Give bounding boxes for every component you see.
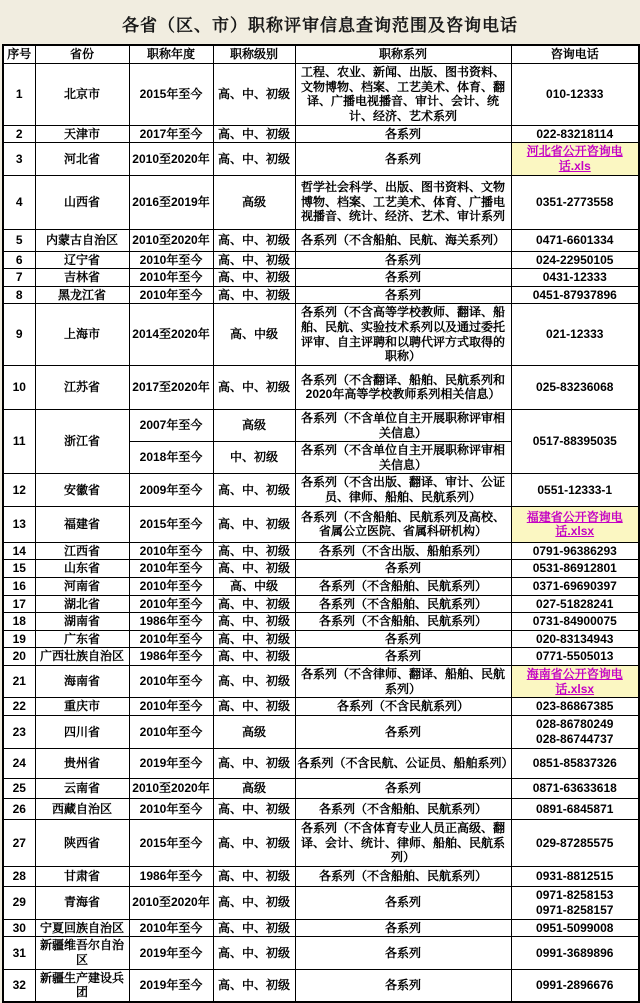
phone-cell: 0791-96386293 [511,542,639,560]
table-row [3,666,639,698]
year-cell: 2017年至今 [129,125,213,143]
province-cell: 云南省 [35,778,129,798]
series-cell: 各系列（不含船舶、民航系列） [295,866,511,886]
table-row [3,595,639,613]
row-number-cell: 5 [3,229,35,251]
level-cell: 高、中、初级 [213,595,295,613]
series-cell: 各系列（不含体育专业人员正高级、翻译、会计、统计、律师、船舶、民航系列） [295,819,511,866]
table-row [3,542,639,560]
phone-cell: 029-87285575 [511,819,639,866]
series-cell: 各系列 [295,143,511,175]
phone-line: 0971-8258157 [536,902,614,917]
year-cell: 2019年至今 [129,969,213,1002]
province-cell: 青海省 [35,886,129,919]
province-cell: 甘肃省 [35,866,129,886]
phone-cell: 025-83236068 [511,365,639,409]
province-cell: 河南省 [35,577,129,595]
row-number-cell: 13 [3,506,35,542]
column-header-0: 序号 [3,45,35,63]
table-row [3,866,639,886]
year-cell: 2010年至今 [129,560,213,578]
series-cell: 各系列（不含出版、翻译、审计、公证员、律师、船舶、民航系列） [295,474,511,506]
row-number-cell: 3 [3,143,35,175]
phone-cell [511,143,639,175]
table-row [3,63,639,125]
table-row [3,560,639,578]
phone-cell: 020-83134943 [511,630,639,648]
level-cell: 高级 [213,778,295,798]
row-number-cell: 7 [3,269,35,287]
year-cell: 2015年至今 [129,506,213,542]
phone-cell: 0991-3689896 [511,937,639,969]
province-cell: 贵州省 [35,748,129,778]
province-cell: 海南省 [35,666,129,698]
province-cell: 广西壮族自治区 [35,648,129,666]
phone-cell: 022-83218114 [511,125,639,143]
row-number-cell: 12 [3,474,35,506]
series-cell: 各系列 [295,286,511,304]
row-number-cell: 19 [3,630,35,648]
year-cell: 2010年至今 [129,698,213,716]
year-cell: 2010年至今 [129,630,213,648]
year-cell: 2010至2020年 [129,778,213,798]
series-cell: 各系列（不含船舶、民航系列） [295,595,511,613]
year-cell: 2010至2020年 [129,886,213,919]
phone-xls-link[interactable]: 海南省公开咨询电话.xlsx [526,667,623,696]
phone-xls-link[interactable]: 河北省公开咨询电话.xls [526,144,623,173]
row-number-cell: 22 [3,698,35,716]
table-row [3,125,639,143]
level-cell: 高、中、初级 [213,798,295,819]
level-cell: 高级 [213,715,295,748]
province-cell: 河北省 [35,143,129,175]
year-cell: 1986年至今 [129,613,213,631]
table-row [3,715,639,748]
phone-cell: 0871-63633618 [511,778,639,798]
level-cell: 高、中级 [213,577,295,595]
phone-cell: 021-12333 [511,304,639,366]
series-cell: 各系列（不含船舶、民航系列） [295,798,511,819]
province-cell: 天津市 [35,125,129,143]
phone-cell [511,506,639,542]
level-cell: 高、中、初级 [213,819,295,866]
province-cell: 江西省 [35,542,129,560]
series-cell: 各系列 [295,251,511,269]
level-cell: 高、中、初级 [213,542,295,560]
level-cell: 高、中、初级 [213,365,295,409]
phone-cell: 0517-88395035 [511,409,639,474]
row-number-cell: 10 [3,365,35,409]
level-cell: 高、中、初级 [213,125,295,143]
year-cell: 2015年至今 [129,819,213,866]
series-cell: 各系列（不含船舶、民航、海关系列） [295,229,511,251]
level-cell: 高、中、初级 [213,560,295,578]
phone-cell: 0531-86912801 [511,560,639,578]
year-cell: 2010年至今 [129,542,213,560]
province-cell: 湖北省 [35,595,129,613]
province-cell: 吉林省 [35,269,129,287]
province-phone-table [2,44,640,1003]
row-number-cell: 15 [3,560,35,578]
phone-cell: 027-51828241 [511,595,639,613]
phone-cell: 0451-87937896 [511,286,639,304]
column-header-5: 咨询电话 [511,45,639,63]
year-cell: 2019年至今 [129,937,213,969]
level-cell: 高、中、初级 [213,229,295,251]
row-number-cell: 23 [3,715,35,748]
table-row [3,474,639,506]
table-row [3,175,639,229]
phone-line: 028-86744737 [536,731,614,746]
table-row [3,143,639,175]
province-cell: 重庆市 [35,698,129,716]
row-number-cell: 17 [3,595,35,613]
row-number-cell: 28 [3,866,35,886]
series-cell: 工程、农业、新闻、出版、图书资料、文物博物、档案、工艺美术、体育、翻译、广播电视播音、审计、会计、统计、经济、艺术系列 [295,63,511,125]
province-cell: 陕西省 [35,819,129,866]
row-number-cell: 4 [3,175,35,229]
province-cell: 上海市 [35,304,129,366]
series-cell: 各系列（不含船舶、民航系列） [295,613,511,631]
level-cell: 高级 [213,409,295,441]
row-number-cell: 14 [3,542,35,560]
phone-xls-link[interactable]: 福建省公开咨询电话.xlsx [526,509,623,539]
level-cell: 高、中、初级 [213,937,295,969]
phone-cell: 0931-8812515 [511,866,639,886]
year-cell: 2010年至今 [129,251,213,269]
year-cell: 2010年至今 [129,715,213,748]
row-number-cell: 30 [3,919,35,937]
column-header-2: 职称年度 [129,45,213,63]
level-cell: 高级 [213,175,295,229]
table-row [3,819,639,866]
series-cell: 各系列（不含单位自主开展职称评审相关信息） [295,409,511,441]
series-cell: 各系列 [295,648,511,666]
level-cell: 高、中、初级 [213,648,295,666]
year-cell: 2009年至今 [129,474,213,506]
level-cell: 中、初级 [213,442,295,474]
level-cell: 高、中、初级 [213,969,295,1002]
level-cell: 高、中、初级 [213,474,295,506]
table-row [3,919,639,937]
header-row [3,45,639,63]
phone-cell: 0551-12333-1 [511,474,639,506]
phone-line: 0971-8258153 [536,887,614,902]
series-cell: 各系列 [295,886,511,919]
province-cell: 湖南省 [35,613,129,631]
table-row [3,506,639,542]
phone-cell: 0431-12333 [511,269,639,287]
year-cell: 2010年至今 [129,919,213,937]
table-row [3,648,639,666]
level-cell: 高、中、初级 [213,630,295,648]
row-number-cell: 2 [3,125,35,143]
year-cell: 2010年至今 [129,666,213,698]
row-number-cell: 24 [3,748,35,778]
column-header-4: 职称系列 [295,45,511,63]
series-cell: 哲学社会科学、出版、图书资料、文物博物、档案、工艺美术、体育、广播电视播音、统计、经济、艺术、审计系列 [295,175,511,229]
table-row [3,251,639,269]
phone-cell: 024-22950105 [511,251,639,269]
table-row [3,304,639,366]
row-number-cell: 25 [3,778,35,798]
table-row [3,969,639,1002]
level-cell: 高、中、初级 [213,866,295,886]
row-number-cell: 18 [3,613,35,631]
phone-cell: 0471-6601334 [511,229,639,251]
level-cell: 高、中、初级 [213,748,295,778]
year-cell: 2010年至今 [129,595,213,613]
phone-line: 028-86780249 [536,716,614,731]
phone-cell: 0371-69690397 [511,577,639,595]
row-number-cell: 11 [3,409,35,474]
table-row [3,577,639,595]
series-cell: 各系列 [295,937,511,969]
phone-cell [511,666,639,698]
row-number-cell: 26 [3,798,35,819]
province-cell: 黑龙江省 [35,286,129,304]
province-cell: 新疆维吾尔自治区 [35,937,129,969]
series-cell: 各系列（不含船舶、民航系列） [295,577,511,595]
table-row [3,886,639,919]
level-cell: 高、中、初级 [213,506,295,542]
series-cell: 各系列（不含律师、翻译、船舶、民航系列） [295,666,511,698]
row-number-cell: 27 [3,819,35,866]
level-cell: 高、中、初级 [213,698,295,716]
phone-cell [511,715,639,748]
series-cell: 各系列（不含民航系列） [295,698,511,716]
row-number-cell: 8 [3,286,35,304]
series-cell: 各系列 [295,560,511,578]
phone-cell: 0771-5505013 [511,648,639,666]
province-cell: 辽宁省 [35,251,129,269]
level-cell: 高、中级 [213,304,295,366]
table-row [3,698,639,716]
level-cell: 高、中、初级 [213,269,295,287]
level-cell: 高、中、初级 [213,613,295,631]
province-cell: 四川省 [35,715,129,748]
table-row [3,613,639,631]
phone-cell: 0351-2773558 [511,175,639,229]
row-number-cell: 21 [3,666,35,698]
column-header-3: 职称级别 [213,45,295,63]
row-number-cell: 6 [3,251,35,269]
year-cell: 2014至2020年 [129,304,213,366]
province-cell: 广东省 [35,630,129,648]
province-cell: 新疆生产建设兵团 [35,969,129,1002]
series-cell: 各系列 [295,969,511,1002]
table-row [3,286,639,304]
series-cell: 各系列（不含民航、公证员、船舶系列） [295,748,511,778]
row-number-cell: 1 [3,63,35,125]
province-cell: 山东省 [35,560,129,578]
row-number-cell: 31 [3,937,35,969]
province-cell: 山西省 [35,175,129,229]
province-cell: 北京市 [35,63,129,125]
level-cell: 高、中、初级 [213,666,295,698]
year-cell: 2010年至今 [129,577,213,595]
row-number-cell: 16 [3,577,35,595]
series-cell: 各系列（不含高等学校教师、翻译、船舶、民航、实验技术系列以及通过委托评审、自主评聘和以聘代评方式取得的职称） [295,304,511,366]
series-cell: 各系列 [295,630,511,648]
phone-cell: 0991-2896676 [511,969,639,1002]
phone-cell: 0851-85837326 [511,748,639,778]
table-row [3,630,639,648]
year-cell: 2010至2020年 [129,229,213,251]
year-cell: 1986年至今 [129,866,213,886]
level-cell: 高、中、初级 [213,143,295,175]
year-cell: 2010至2020年 [129,143,213,175]
province-cell: 宁夏回族自治区 [35,919,129,937]
series-cell: 各系列（不含船舶、民航系列及高校、省属公立医院、省属科研机构） [295,506,511,542]
table-row [3,748,639,778]
series-cell: 各系列 [295,778,511,798]
row-number-cell: 20 [3,648,35,666]
province-cell: 福建省 [35,506,129,542]
table-row [3,937,639,969]
table-row [3,269,639,287]
year-cell: 2010年至今 [129,798,213,819]
province-cell: 安徽省 [35,474,129,506]
year-cell: 2010年至今 [129,286,213,304]
phone-cell: 023-86867385 [511,698,639,716]
province-cell: 江苏省 [35,365,129,409]
phone-cell: 0951-5099008 [511,919,639,937]
level-cell: 高、中、初级 [213,286,295,304]
year-cell: 2019年至今 [129,748,213,778]
province-cell: 内蒙古自治区 [35,229,129,251]
series-cell: 各系列（不含翻译、船舶、民航系列和2020年高等学校教师系列相关信息） [295,365,511,409]
series-cell: 各系列（不含单位自主开展职称评审相关信息） [295,442,511,474]
row-number-cell: 9 [3,304,35,366]
series-cell: 各系列 [295,715,511,748]
series-cell: 各系列 [295,919,511,937]
row-number-cell: 29 [3,886,35,919]
level-cell: 高、中、初级 [213,886,295,919]
row-number-cell: 32 [3,969,35,1002]
level-cell: 高、中、初级 [213,919,295,937]
page-title: 各省（区、市）职称评审信息查询范围及咨询电话 [122,16,518,35]
year-cell: 2016至2019年 [129,175,213,229]
year-cell: 2017至2020年 [129,365,213,409]
year-cell: 2018年至今 [129,442,213,474]
table-row [3,229,639,251]
phone-cell: 0891-6845871 [511,798,639,819]
year-cell: 2007年至今 [129,409,213,441]
year-cell: 1986年至今 [129,648,213,666]
phone-cell: 010-12333 [511,63,639,125]
province-cell: 西藏自治区 [35,798,129,819]
province-cell: 浙江省 [35,409,129,474]
table-row [3,778,639,798]
series-cell: 各系列 [295,125,511,143]
phone-cell: 0731-84900075 [511,613,639,631]
table-row [3,365,639,409]
level-cell: 高、中、初级 [213,251,295,269]
table-row [3,798,639,819]
series-cell: 各系列（不含出版、船舶系列） [295,542,511,560]
table-row [3,409,639,441]
phone-cell [511,886,639,919]
series-cell: 各系列 [295,269,511,287]
year-cell: 2015年至今 [129,63,213,125]
column-header-1: 省份 [35,45,129,63]
year-cell: 2010年至今 [129,269,213,287]
level-cell: 高、中、初级 [213,63,295,125]
